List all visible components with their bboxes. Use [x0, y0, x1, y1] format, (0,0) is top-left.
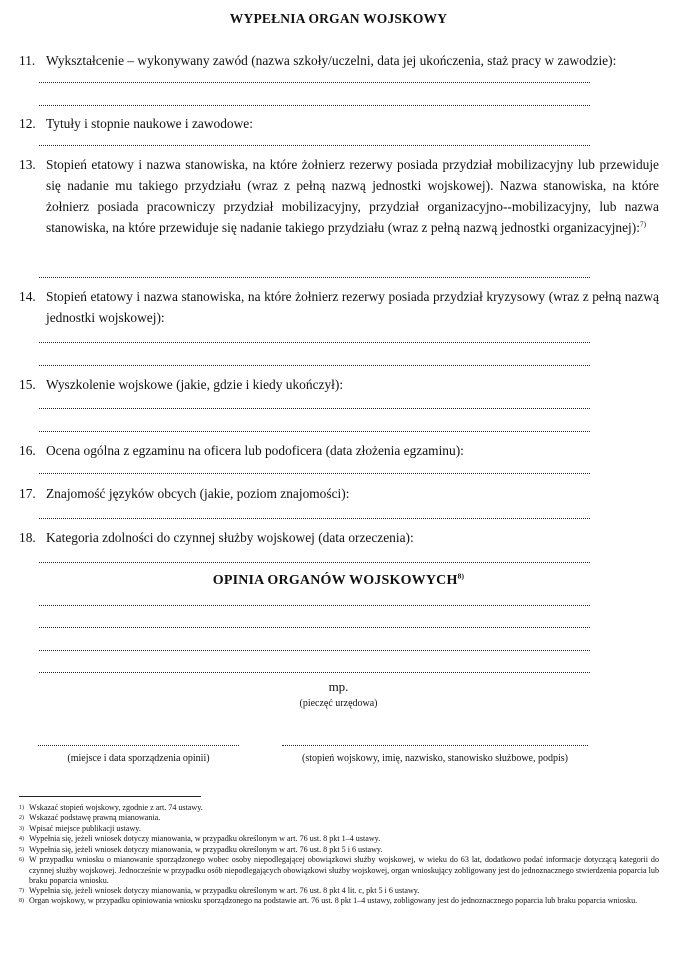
footnote-number: 8)	[19, 898, 24, 904]
footnote-ref: 8)	[457, 571, 465, 581]
question-text: Kategoria zdolności do czynnej służby wojskowej (data orzeczenia):	[46, 530, 414, 545]
question-13	[19, 154, 659, 260]
footnote-text: W przypadku wniosku o mianowanie sporządzonego wobec osoby niepodlegającej obowiązkowi służby wojskowej, w wieku do 63 lat, dodatkowo podać informacje dotyczącą kategorii do czynnej służby wojskowej. Jednocześnie w przypadku osób niepodlegających obowiązkowi służby wojskowej, organ wnioskujący zobligowany jest do jednoznacznego stwierdzenia poparcia lub braku poparcia wniosku.	[29, 855, 659, 885]
answer-line[interactable]	[39, 82, 590, 83]
footnote-text: Organ wojskowy, w przypadku opiniowania wniosku sporządzonego na podstawie art. 76 ust. 8 pkt 1–4 ustawy, zobligowany jest do jednoznacznego poparcia lub braku poparcia wniosku.	[29, 896, 638, 905]
question-text	[46, 154, 659, 238]
question-number: 15.	[19, 377, 36, 392]
question-number: 13.	[19, 157, 36, 172]
opinion-line[interactable]	[39, 605, 590, 606]
footnote-separator	[19, 796, 201, 797]
footnote-text: Wskazać podstawę prawną mianowania.	[29, 813, 161, 822]
answer-line[interactable]	[39, 431, 590, 432]
question-number: 14.	[19, 289, 36, 304]
footnote-text: Wypełnia się, jeżeli wniosek dotyczy mianowania, w przypadku określonym w art. 76 ust. 8 pkt 4 lit. c, pkt 5 i 6 ustawy.	[29, 886, 420, 895]
opinion-title	[0, 573, 677, 589]
opinion-line[interactable]	[39, 627, 590, 628]
question-text: Tytuły i stopnie naukowe i zawodowe:	[46, 116, 253, 131]
opinion-line[interactable]	[39, 650, 590, 651]
question-text: Ocena ogólna z egzaminu na oficera lub podoficera (data złożenia egzaminu):	[46, 443, 464, 458]
opinion-line[interactable]	[39, 672, 590, 673]
answer-line[interactable]	[39, 408, 590, 409]
question-text: Znajomość języków obcych (jakie, poziom znajomości):	[46, 486, 350, 501]
opinion-title-text: OPINIA ORGANÓW WOJSKOWYCH	[212, 573, 458, 588]
question-text: Wyszkolenie wojskowe (jakie, gdzie i kiedy ukończył):	[46, 377, 344, 392]
question-text: Stopień etatowy i nazwa stanowiska, na które żołnierz rezerwy posiada przydział kryzysowy (wraz z pełną nazwą jednostki wojskowej):	[46, 289, 659, 325]
signature-line[interactable]	[282, 745, 588, 746]
question-16	[19, 440, 659, 461]
question-number: 17.	[19, 486, 36, 501]
question-text-body: Stopień etatowy i nazwa stanowiska, na które żołnierz rezerwy posiada przydział mobilizacyjny lub przewiduje się nadanie mu takiego przydziału (wraz z pełną nazwą jednostki wojskowej). Nazwa stanowiska, na które żołnierz posiada pracowniczy przydział mobilizacyjny, przydział organizacyjno--mobilizacyjny, lub nazwa stanowiska, na które przewiduje się nadanie takiego przydziału (wraz z pełną nazwą jednostki organizacyjnej):	[46, 157, 659, 235]
footnote-ref: 7)	[639, 219, 647, 229]
answer-line[interactable]	[39, 518, 590, 519]
question-number: 16.	[19, 443, 36, 458]
answer-line[interactable]	[39, 277, 590, 278]
question-number: 11.	[19, 53, 36, 68]
section-title: WYPEŁNIA ORGAN WOJSKOWY	[229, 11, 448, 26]
footnote-text: Wypełnia się, jeżeli wniosek dotyczy mianowania, w przypadku określonym w art. 76 ust. 8 pkt 5 i 6 ustawy.	[29, 845, 383, 854]
footnote-number: 6)	[19, 857, 24, 863]
answer-line[interactable]	[39, 105, 590, 106]
question-14	[19, 286, 659, 328]
answer-line[interactable]	[39, 473, 590, 474]
footnote	[19, 855, 659, 887]
answer-line[interactable]	[39, 562, 590, 563]
place-date-label: (miejsce i data sporządzenia opinii)	[67, 753, 210, 764]
footnote-number: 2)	[19, 815, 24, 821]
question-17	[19, 483, 659, 504]
footnote	[19, 834, 659, 845]
mp-label: mp.	[328, 679, 349, 694]
footnote	[19, 813, 659, 824]
question-12	[19, 113, 659, 134]
stamp-label: (pieczęć urzędowa)	[299, 698, 378, 709]
footnote-text: Wpisać miejsce publikacji ustawy.	[29, 824, 141, 833]
footnote	[19, 896, 659, 918]
footnote-number: 3)	[19, 826, 24, 832]
footnote-text: Wypełnia się, jeżeli wniosek dotyczy mianowania, w przypadku określonym w art. 76 ust. 8 pkt 1–4 ustawy.	[29, 834, 381, 843]
place-date-line[interactable]	[38, 745, 239, 746]
question-15	[19, 374, 659, 395]
footnote-text: Wskazać stopień wojskowy, zgodnie z art. 74 ustawy.	[29, 803, 203, 812]
question-text: Wykształcenie – wykonywany zawód (nazwa szkoły/uczelni, data jej ukończenia, staż pracy w zawodzie):	[46, 53, 617, 68]
answer-line[interactable]	[39, 342, 590, 343]
footnote-number: 1)	[19, 805, 24, 811]
signature-label: (stopień wojskowy, imię, nazwisko, stanowisko służbowe, podpis)	[302, 753, 568, 764]
question-11	[19, 50, 659, 71]
question-18	[19, 527, 659, 548]
question-number: 12.	[19, 116, 36, 131]
footnote-number: 4)	[19, 836, 24, 842]
question-number: 18.	[19, 530, 36, 545]
answer-line[interactable]	[39, 365, 590, 366]
footnote-number: 5)	[19, 847, 24, 853]
answer-line[interactable]	[39, 145, 590, 146]
footnote-number: 7)	[19, 888, 24, 894]
